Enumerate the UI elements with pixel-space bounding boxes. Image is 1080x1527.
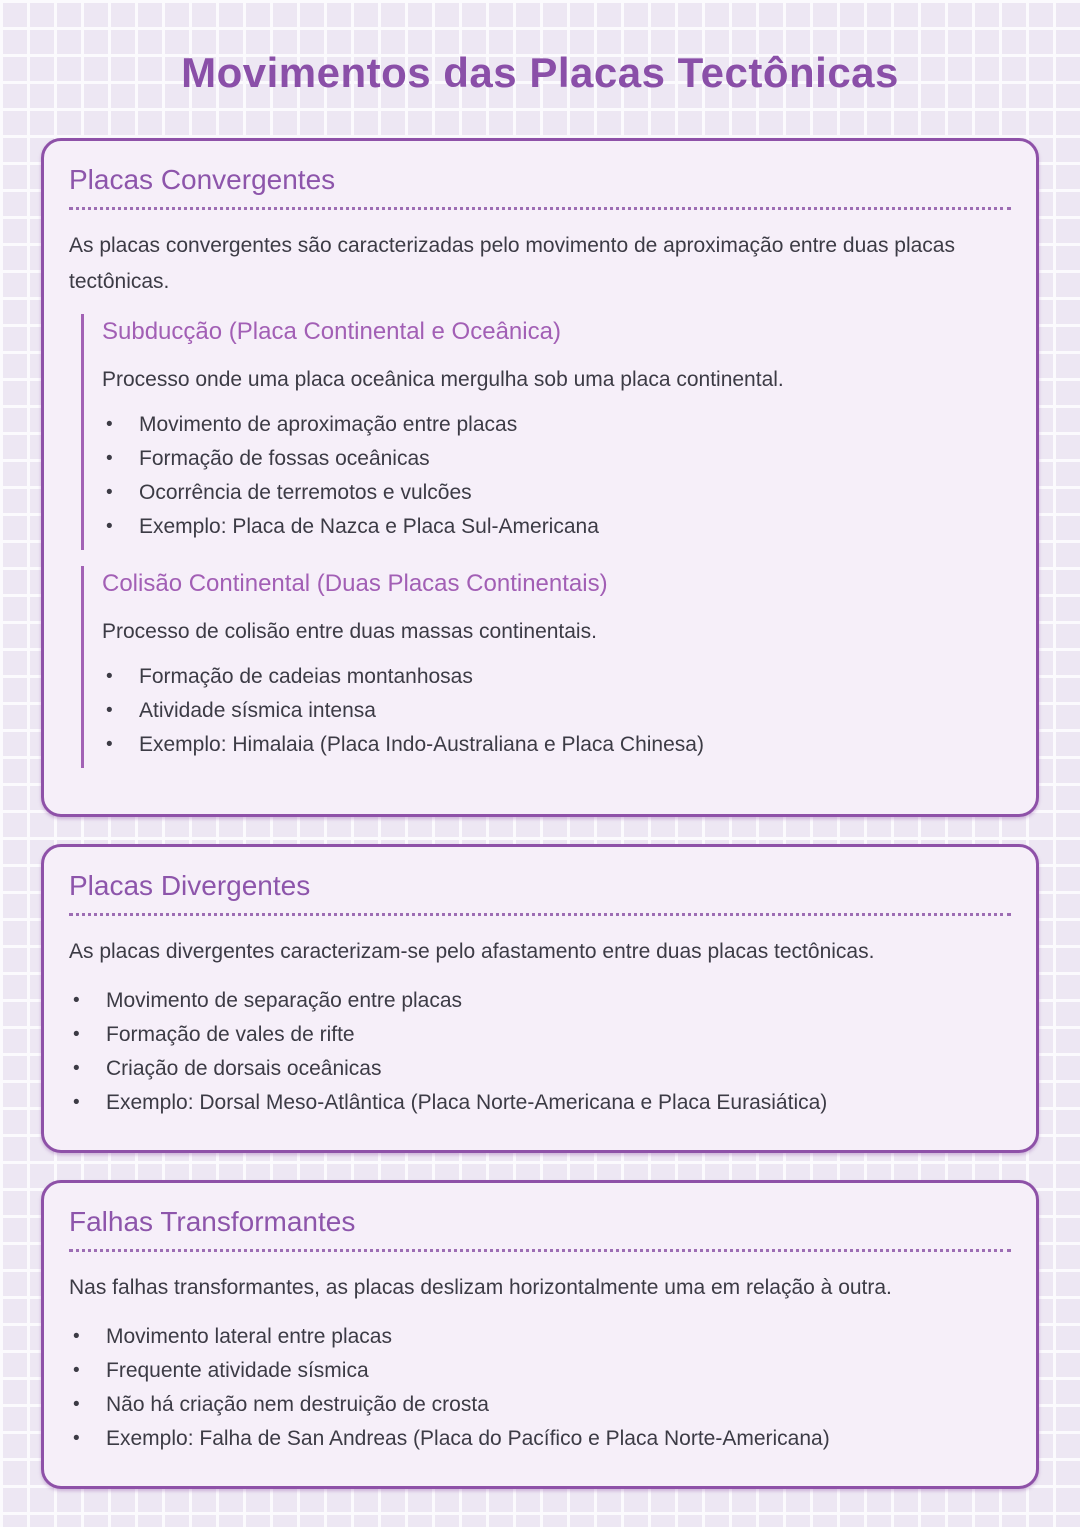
section-heading-divergentes: Placas Divergentes — [69, 867, 1011, 916]
subsection-heading-subduccao: Subducção (Placa Continental e Oceânica) — [102, 318, 561, 345]
list-item: • Movimento de aproximação entre placas — [102, 408, 1011, 442]
subsection-colisao-continental — [81, 566, 1011, 768]
list-item: • Exemplo: Dorsal Meso-Atlântica (Placa Norte-Americana e Placa Eurasiática) — [69, 1086, 1011, 1120]
bullet-icon: • — [73, 1428, 80, 1449]
subsection-subduccao — [81, 314, 1011, 550]
bullet-icon: • — [106, 448, 113, 469]
bullet-list-transformantes — [69, 1320, 1011, 1456]
page-title: Movimentos das Placas Tectônicas — [181, 49, 899, 96]
bullet-icon: • — [73, 1326, 80, 1347]
subsection-desc-colisao: Processo de colisão entre duas massas continentais. — [102, 620, 597, 643]
bullet-list-divergentes — [69, 984, 1011, 1120]
bullet-list-colisao — [102, 660, 1011, 762]
list-item: • Atividade sísmica intensa — [102, 694, 1011, 728]
bullet-icon: • — [106, 414, 113, 435]
section-intro-divergentes: As placas divergentes caracterizam-se pelo afastamento entre duas placas tectônicas. — [69, 940, 875, 963]
bullet-icon: • — [73, 1024, 80, 1045]
bullet-icon: • — [106, 516, 113, 537]
bullet-icon: • — [106, 734, 113, 755]
bullet-icon: • — [106, 700, 113, 721]
list-item: • Formação de vales de rifte — [69, 1018, 1011, 1052]
list-item: • Movimento de separação entre placas — [69, 984, 1011, 1018]
card-placas-divergentes — [41, 844, 1039, 1153]
list-item: • Exemplo: Placa de Nazca e Placa Sul-Americana — [102, 510, 1011, 544]
section-heading-convergentes: Placas Convergentes — [69, 161, 1011, 210]
bullet-icon: • — [73, 1092, 80, 1113]
list-item: • Exemplo: Falha de San Andreas (Placa do Pacífico e Placa Norte-Americana) — [69, 1422, 1011, 1456]
subsection-heading-colisao: Colisão Continental (Duas Placas Continentais) — [102, 570, 608, 597]
list-item: • Ocorrência de terremotos e vulcões — [102, 476, 1011, 510]
subsection-desc-subduccao: Processo onde uma placa oceânica mergulha sob uma placa continental. — [102, 368, 784, 391]
section-heading-transformantes: Falhas Transformantes — [69, 1203, 1011, 1252]
list-item: • Frequente atividade sísmica — [69, 1354, 1011, 1388]
list-item: • Formação de cadeias montanhosas — [102, 660, 1011, 694]
card-falhas-transformantes — [41, 1180, 1039, 1489]
bullet-icon: • — [73, 1058, 80, 1079]
bullet-list-subduccao — [102, 408, 1011, 544]
bullet-icon: • — [73, 1394, 80, 1415]
card-placas-convergentes — [41, 138, 1039, 817]
bullet-icon: • — [106, 482, 113, 503]
bullet-icon: • — [106, 666, 113, 687]
list-item: • Exemplo: Himalaia (Placa Indo-Australiana e Placa Chinesa) — [102, 728, 1011, 762]
bullet-icon: • — [73, 1360, 80, 1381]
section-intro-convergentes: As placas convergentes são caracterizadas pelo movimento de aproximação entre duas placas tectônicas. — [69, 234, 955, 293]
bullet-icon: • — [73, 990, 80, 1011]
list-item: • Criação de dorsais oceânicas — [69, 1052, 1011, 1086]
list-item: • Movimento lateral entre placas — [69, 1320, 1011, 1354]
section-intro-transformantes: Nas falhas transformantes, as placas deslizam horizontalmente uma em relação à outra. — [69, 1276, 892, 1299]
list-item: • Formação de fossas oceânicas — [102, 442, 1011, 476]
list-item: • Não há criação nem destruição de crosta — [69, 1388, 1011, 1422]
